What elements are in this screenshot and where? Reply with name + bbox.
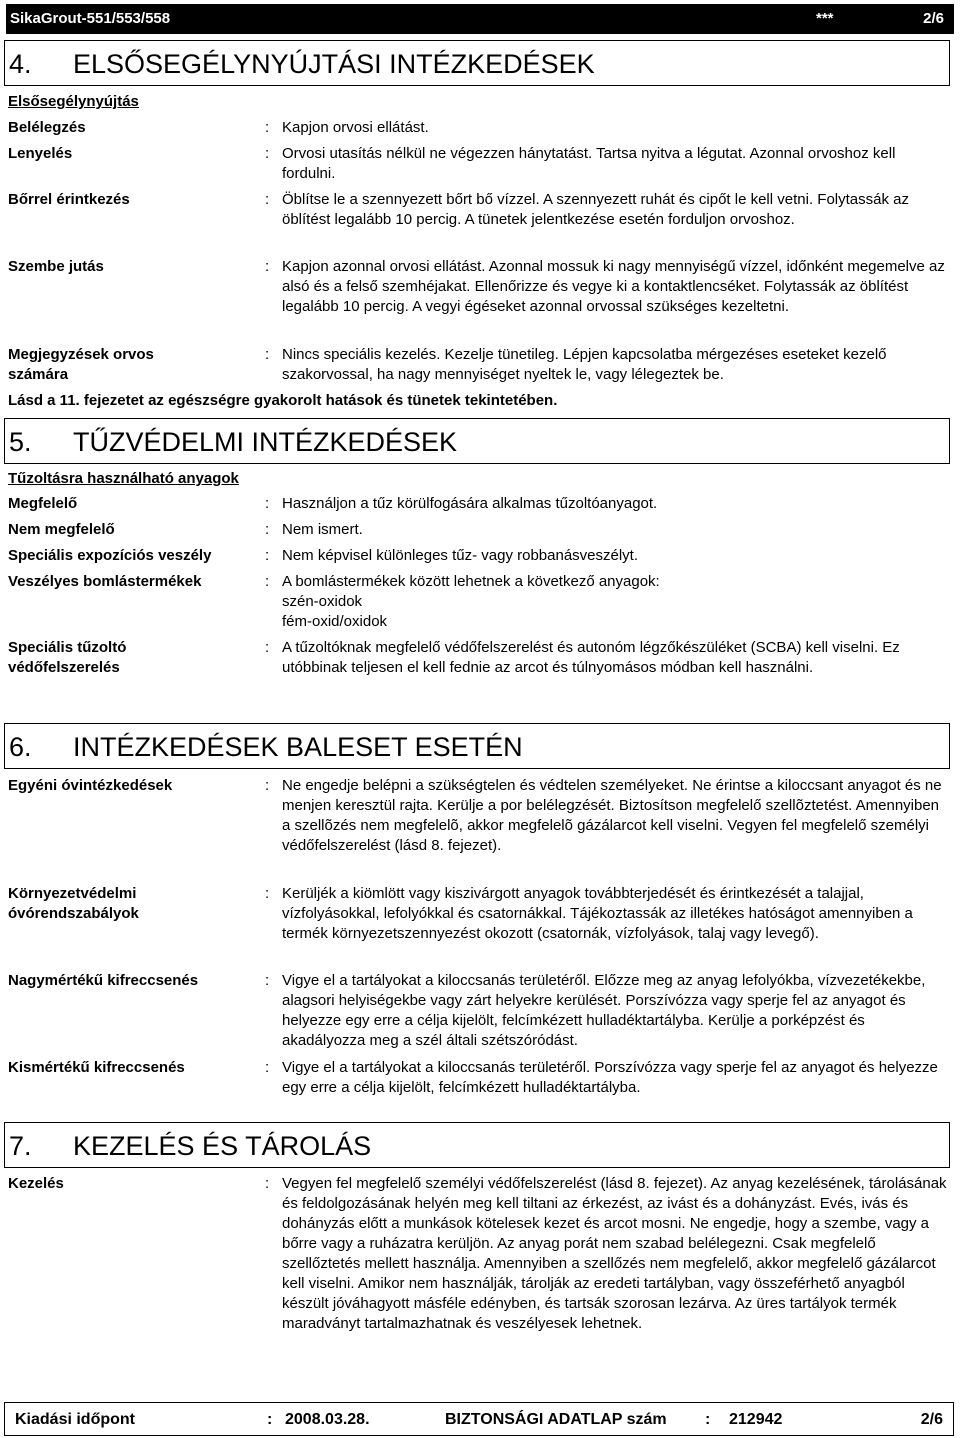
- row-label: Lenyelés: [8, 145, 73, 162]
- row-value: Kapjon orvosi ellátást.: [282, 119, 429, 136]
- document-footer: [4, 1402, 954, 1436]
- row-value: Vigye el a tartályokat a kiloccsanás területéről. Porszívózza vagy sperje fel az anyagot és helyezze egy erre a célja kijelölt, felcímkézett hulladéktartályba.: [282, 1059, 938, 1096]
- row-colon: :: [265, 972, 270, 989]
- row-colon: :: [265, 521, 270, 538]
- row-colon: :: [265, 547, 270, 564]
- row-value: Kapjon azonnal orvosi ellátást. Azonnal mossuk ki nagy mennyiségű vízzel, időnként megemelve az alsó és a felső szemhéjakat. Ellenőrizze és vegye ki a kontaktlencséket. Folytassák az öblítést legalább 10 percig. A vegyi égéseket azonnal orvossal szükséges kezeltetni.: [282, 258, 945, 315]
- footer-colon: :: [267, 1411, 273, 1428]
- row-label: Környezetvédelmi óvórendszabályok: [8, 885, 139, 922]
- row-colon: :: [265, 777, 270, 794]
- section-5-title: TŰZVÉDELMI INTÉZKEDÉSEK: [73, 427, 458, 457]
- section-7-title: KEZELÉS ÉS TÁROLÁS: [73, 1131, 372, 1161]
- row-colon: :: [265, 119, 270, 136]
- row-label: Nagymértékű kifreccsenés: [8, 972, 199, 989]
- row-value: Vigye el a tartályokat a kiloccsanás területéről. Előzze meg az anyag lefolyókba, vízvezetékekbe, alagsori helyiségekbe vagy zárt helyekre kerülését. Porszívózza vagy sperje fel az anyagot és helyezze egy erre a célja kijelölt, felcímkézett hulladéktartályba. Kerülje a porképzést és akadályozza meg a szél általi szétszóródást.: [282, 972, 926, 1049]
- row-colon: :: [265, 346, 270, 363]
- row-label: Belélegzés: [8, 119, 86, 136]
- document-header-bar: [6, 4, 954, 34]
- row-colon: :: [265, 885, 270, 902]
- row-colon: :: [265, 1175, 270, 1192]
- row-value: Nem ismert.: [282, 521, 363, 538]
- row-colon: :: [265, 639, 270, 656]
- row-label: Kezelés: [8, 1175, 64, 1192]
- section-5-title-box: [4, 418, 950, 464]
- row-colon: :: [265, 258, 270, 275]
- section-4-title-box: [4, 40, 950, 86]
- row-colon: :: [265, 1059, 270, 1076]
- row-label: Speciális expozíciós veszély: [8, 547, 212, 564]
- row-value: A tűzoltóknak megfelelő védőfelszerelést és autonóm légzőkészüléket (SCBA) kell viselni. Ez utóbbinak teljesen el kell fednie az arcot és túlnyomásos módban kell használni.: [282, 639, 900, 676]
- footer-page-number: 2/6: [920, 1411, 943, 1428]
- row-colon: :: [265, 573, 270, 590]
- product-code: SikaGrout-551/553/558: [10, 10, 171, 27]
- row-label: Nem megfelelő: [8, 521, 115, 538]
- row-label: Speciális tűzoltó védőfelszerelés: [8, 639, 127, 676]
- row-label: Egyéni óvintézkedések: [8, 777, 173, 794]
- footer-colon: :: [705, 1411, 711, 1428]
- row-value: A bomlástermékek között lehetnek a következő anyagok: szén-oxidok fém-oxid/oxidok: [282, 573, 660, 630]
- section-6-title-box: [4, 723, 950, 769]
- row-label: Szembe jutás: [8, 258, 104, 275]
- section-5-subhead: Tűzoltásra használható anyagok: [8, 470, 239, 487]
- section-7-title-box: [4, 1122, 950, 1168]
- row-label: Veszélyes bomlástermékek: [8, 573, 202, 590]
- section-6-title: INTÉZKEDÉSEK BALESET ESETÉN: [73, 732, 523, 762]
- row-value: Öblítse le a szennyezett bőrt bő vízzel. A szennyezett ruhát és cipőt le kell vetni. Folytassák az öblítést legalább 10 percig. A tünetek jelentkezése esetén forduljon orvoshoz.: [282, 191, 909, 228]
- header-stars: ***: [816, 10, 834, 27]
- row-value: Használjon a tűz körülfogására alkalmas tűzoltóanyagot.: [282, 495, 658, 512]
- section-6-number: 6.: [9, 732, 32, 762]
- row-colon: :: [265, 495, 270, 512]
- section-4-title: ELSŐSEGÉLYNYÚJTÁSI INTÉZKEDÉSEK: [73, 49, 595, 79]
- section-7-number: 7.: [9, 1131, 32, 1161]
- row-label: Kismértékű kifreccsenés: [8, 1059, 185, 1076]
- header-page-number: 2/6: [923, 10, 944, 27]
- issue-date-value: 2008.03.28.: [285, 1411, 370, 1428]
- row-value: Vegyen fel megfelelő személyi védőfelszerelést (lásd 8. fejezet). Az anyag kezelésének, tárolásának és feldolgozásának helyén meg kell tiltani az érkezést, az ivást és a dohányzást. Evés, ivás és dohányzás előtt a munkások kötelesek kezet és arcot mosni. Ne engedje, hogy a szembe, vagy a bőrre vagy a ruházatra kerüljön. Az anyag porát nem szabad belélegezni. Csak megfelelő szellőztetés mellett használja. Amennyiben a szellőzés nem megfelelő, akkor megfelelő gázálarcot kell viselni. Amikor nem használják, tárolják az eredeti tartályban, vagy összeférhető anyagból készült jóváhagyott másféle edényben, és tartsák szorosan lezárva. Az üres tartályok termék maradványt tartalmazhatnak és veszélyesek lehetnek.: [282, 1175, 947, 1332]
- row-value: Nem képvisel különleges tűz- vagy robbanásveszélyt.: [282, 547, 639, 564]
- issue-date-label: Kiadási időpont: [15, 1411, 135, 1428]
- row-value: Nincs speciális kezelés. Kezelje tünetileg. Lépjen kapcsolatba mérgezéses eseteket kezelő szakorvossal, ha nagy mennyiséget nyeltek le, vagy lélegeztek be.: [282, 346, 887, 383]
- section-4-note: Lásd a 11. fejezetet az egészségre gyakorolt hatások és tünetek tekintetében.: [8, 392, 558, 409]
- sheet-number-value: 212942: [729, 1411, 783, 1428]
- sheet-number-label: BIZTONSÁGI ADATLAP szám: [445, 1411, 667, 1428]
- row-value: Orvosi utasítás nélkül ne végezzen hánytatást. Tartsa nyitva a légutat. Azonnal orvoshoz kell fordulni.: [282, 145, 896, 182]
- row-colon: :: [265, 191, 270, 208]
- row-value: Kerüljék a kiömlött vagy kiszivárgott anyagok továbbterjedését és érintkezését a talajjal, vízfolyásokkal, lefolyókkal és csatornákkal. Tájékoztassák az illetékes hatóságot amennyiben a termék környezetszennyezést okozott (csatornák, vízfolyások, talaj vagy levegő).: [282, 885, 913, 942]
- row-colon: :: [265, 145, 270, 162]
- row-label: Megfelelő: [8, 495, 78, 512]
- section-4-number: 4.: [9, 49, 32, 79]
- row-value: Ne engedje belépni a szükségtelen és védtelen személyeket. Ne érintse a kiloccsant anyagot és ne menjen keresztül rajta. Kerülje a por belélegzését. Biztosítson megfelelő szellõztetést. Amennyiben a szellõzés nem megfelelõ, akkor megfelelõ gázálarcot kell viselni. Vegyen fel megfelelő személyi védőfelszerelést (lásd 8. fejezet).: [282, 777, 942, 854]
- row-label: Megjegyzések orvos számára: [8, 346, 154, 383]
- section-4-subhead: Elsősegélynyújtás: [8, 93, 139, 110]
- row-label: Bőrrel érintkezés: [8, 191, 130, 208]
- section-5-number: 5.: [9, 427, 32, 457]
